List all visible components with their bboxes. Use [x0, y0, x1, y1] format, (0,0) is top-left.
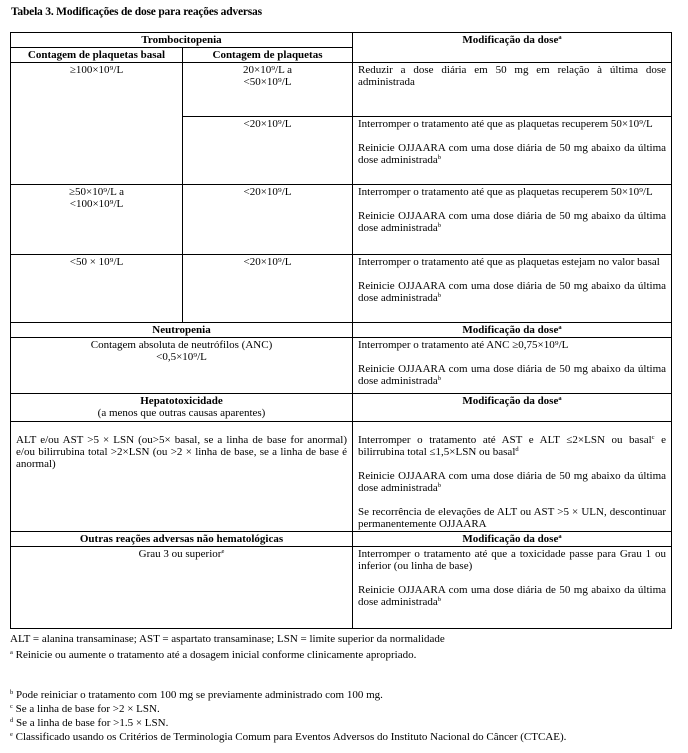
header-dose-modification: Modificação da dose$^a$	[353, 323, 672, 338]
dose-modification-cell: Interromper o tratamento até AST e ALT ≤2×LSN ou basal$^c$ e bilirrubina total ≤1,5×LSN ou basal$^d$ Reinicie OJJAARA com uma dose diária de 50 mg abaixo da última dose administrada$^b$ Se recorrência de elevações de ALT ou AST >5 × ULN, descontinuar permanentemente OJJAARA	[353, 422, 672, 532]
header-hepatotoxicity: Hepatotoxicidade (a menos que outras causas aparentes)	[11, 394, 353, 422]
dose-modification-cell: Reduzir a dose diária em 50 mg em relação à última dose administrada	[353, 63, 672, 117]
footnote-abbreviations: ALT = alanina transaminase; AST = aspartato transaminase; LSN = limite superior da normalidade	[10, 633, 445, 645]
platelet-count-cell: <20×10⁹/L	[183, 185, 353, 255]
dose-modification-cell: Interromper o tratamento até ANC ≥0,75×10⁹/L Reinicie OJJAARA com uma dose diária de 50 mg abaixo da última dose administrada$^b$	[353, 338, 672, 394]
section-header-other	[11, 532, 672, 547]
dose-modification-cell: Interromper o tratamento até que a toxicidade passe para Grau 1 ou inferior (ou linha de base) Reinicie OJJAARA com uma dose diária de 50 mg abaixo da última dose administrada$^b$	[353, 547, 672, 629]
header-neutropenia: Neutropenia	[11, 323, 353, 338]
header-dose-modification: Modificação da dose$^a$	[353, 394, 672, 422]
header-platelet-count: Contagem de plaquetas	[183, 48, 353, 63]
platelet-count-cell: 20×10⁹/L a <50×10⁹/L	[183, 63, 353, 117]
baseline-cell: ≥100×10⁹/L	[11, 63, 183, 185]
footnote-b: $^b$ Pode reiniciar o tratamento com 100 mg se previamente administrado com 100 mg.	[10, 689, 383, 701]
table-row	[11, 338, 672, 394]
header-thrombocytopenia: Trombocitopenia	[11, 33, 353, 48]
header-row-thrombocytopenia	[11, 33, 672, 48]
section-header-hepatotoxicity	[11, 394, 672, 422]
table-row	[11, 63, 672, 117]
table-row	[11, 185, 672, 255]
dose-modification-cell: Interromper o tratamento até que as plaquetas recuperem 50×10⁹/L Reinicie OJJAARA com uma dose diária de 50 mg abaixo da última dose administrada$^b$	[353, 185, 672, 255]
header-baseline-platelet-count: Contagem de plaquetas basal	[11, 48, 183, 63]
header-dose-modification: Modificação da dose$^a$	[353, 532, 672, 547]
footnote-c: $^c$ Se a linha de base for >2 × LSN.	[10, 703, 160, 715]
table-row	[11, 422, 672, 532]
condition-cell: ALT e/ou AST >5 × LSN (ou>5× basal, se a linha de base for anormal) e/ou bilirrubina total >2×LSN (ou >2 × linha de base, se a linha de base é anormal)	[11, 422, 353, 532]
dose-modification-cell: Interromper o tratamento até que as plaquetas recuperem 50×10⁹/L Reinicie OJJAARA com uma dose diária de 50 mg abaixo da última dose administrada$^b$	[353, 117, 672, 185]
footnote-d: $^d$ Se a linha de base for >1.5 × LSN.	[10, 717, 169, 729]
header-dose-modification: Modificação da dose$^a$	[353, 33, 672, 63]
condition-cell: Contagem absoluta de neutrófilos (ANC) <0,5×10⁹/L	[11, 338, 353, 394]
header-other-adverse-reactions: Outras reações adversas não hematológicas	[11, 532, 353, 547]
dose-modification-table	[10, 32, 672, 629]
table-title: Tabela 3. Modificações de dose para reações adversas	[11, 6, 262, 18]
table-row	[11, 255, 672, 323]
section-header-neutropenia	[11, 323, 672, 338]
baseline-cell: ≥50×10⁹/L a <100×10⁹/L	[11, 185, 183, 255]
platelet-count-cell: <20×10⁹/L	[183, 255, 353, 323]
condition-cell: Grau 3 ou superior$^e$	[11, 547, 353, 629]
footnote-a: $^a$ Reinicie ou aumente o tratamento até a dosagem inicial conforme clinicamente apropriado.	[10, 649, 417, 661]
platelet-count-cell: <20×10⁹/L	[183, 117, 353, 185]
baseline-cell: <50 × 10⁹/L	[11, 255, 183, 323]
table-row	[11, 547, 672, 629]
dose-modification-cell: Interromper o tratamento até que as plaquetas estejam no valor basal Reinicie OJJAARA com uma dose diária de 50 mg abaixo da última dose administrada$^b$	[353, 255, 672, 323]
footnote-e: $^e$ Classificado usando os Critérios de Terminologia Comum para Eventos Adversos do Instituto Nacional do Câncer (CTCAE).	[10, 731, 567, 743]
